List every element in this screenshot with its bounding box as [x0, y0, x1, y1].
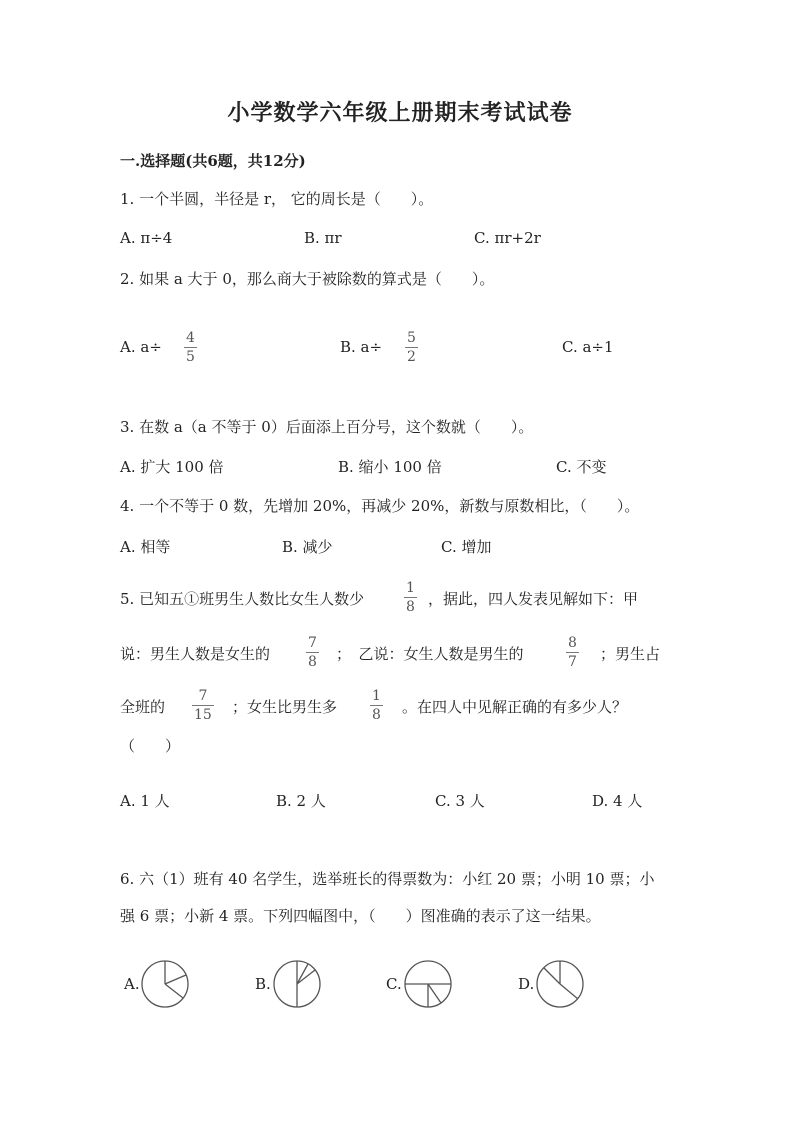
- pie-chart-option-a: [140, 959, 190, 1009]
- fraction-denominator: 2: [407, 349, 416, 365]
- q2-option-b-fraction: [405, 330, 418, 365]
- q5-fraction-1: [404, 580, 417, 615]
- fraction-numerator: 1: [372, 688, 381, 704]
- fraction-denominator: 7: [568, 654, 577, 670]
- question-5-line-1a: 5. 已知五①班男生人数比女生人数少: [120, 590, 365, 608]
- fraction-denominator: 5: [186, 349, 195, 365]
- question-2-text: 2. 如果 a 大于 0，那么商大于被除数的算式是（ ）。: [120, 270, 495, 288]
- question-5-line-4: （ ）: [120, 737, 181, 755]
- question-3-text: 3. 在数 a（a 不等于 0）后面添上百分号，这个数就（ ）。: [120, 418, 534, 436]
- fraction-bar: [370, 705, 383, 706]
- q5-fraction-2: [306, 635, 319, 670]
- q1-option-b: B. πr: [304, 229, 342, 247]
- q2-option-c: C. a÷1: [562, 338, 614, 356]
- pie-chart-option-c: [403, 959, 453, 1009]
- q5-option-d: D. 4 人: [592, 792, 643, 810]
- question-6-line-1: 6. 六（1）班有 40 名学生，选举班长的得票数为：小红 20 票；小明 10 票；小: [120, 870, 655, 888]
- question-5-line-2c: ；男生占: [600, 645, 661, 663]
- q5-option-a: A. 1 人: [120, 792, 170, 810]
- question-5-line-3b: ；女生比男生多: [232, 698, 338, 716]
- fraction-bar: [192, 705, 214, 706]
- q5-fraction-5: [370, 688, 383, 723]
- fraction-denominator: 8: [406, 599, 415, 615]
- fraction-numerator: 7: [308, 635, 317, 651]
- question-5-line-1b: ，据此，四人发表见解如下：甲: [428, 590, 639, 608]
- q6-option-c-label: C.: [386, 975, 402, 993]
- question-1-text: 1. 一个半圆，半径是 r， 它的周长是（ ）。: [120, 190, 434, 208]
- question-6-line-2: 强 6 票；小新 4 票。下列四幅图中，（ ）图准确的表示了这一结果。: [120, 907, 601, 925]
- fraction-denominator: 15: [194, 707, 212, 723]
- q5-fraction-4: [192, 688, 214, 723]
- fraction-numerator: 7: [198, 688, 208, 704]
- fraction-denominator: 8: [372, 707, 381, 723]
- q2-option-a-fraction: [184, 330, 197, 365]
- question-5-line-3a: 全班的: [120, 698, 166, 716]
- q1-option-a: A. π÷4: [120, 229, 173, 247]
- q3-option-b: B. 缩小 100 倍: [338, 458, 442, 476]
- pie-chart-option-d: [535, 959, 585, 1009]
- q6-option-b-label: B.: [255, 975, 271, 993]
- fraction-bar: [306, 652, 319, 653]
- q4-option-b: B. 减少: [282, 538, 333, 556]
- question-5-line-3c: 。在四人中见解正确的有多少人？: [402, 698, 628, 716]
- q2-option-b: B. a÷: [340, 338, 383, 356]
- section-heading: 一.选择题(共6题，共12分): [120, 152, 306, 170]
- fraction-numerator: 4: [186, 330, 195, 346]
- q3-option-c: C. 不变: [556, 458, 607, 476]
- q6-option-d-label: D.: [518, 975, 535, 993]
- question-4-text: 4. 一个不等于 0 数，先增加 20%，再减少 20%，新数与原数相比，（ ）。: [120, 497, 640, 515]
- question-5-line-2a: 说：男生人数是女生的: [120, 645, 271, 663]
- fraction-numerator: 5: [407, 330, 416, 346]
- fraction-bar: [405, 347, 418, 348]
- question-5-line-2b: ； 乙说：女生人数是男生的: [336, 645, 524, 663]
- page-title: 小学数学六年级上册期末考试试卷: [227, 100, 573, 126]
- q5-fraction-3: [566, 635, 579, 670]
- fraction-numerator: 8: [568, 635, 577, 651]
- q5-option-b: B. 2 人: [276, 792, 326, 810]
- q3-option-a: A. 扩大 100 倍: [120, 458, 224, 476]
- fraction-bar: [566, 652, 579, 653]
- q4-option-c: C. 增加: [441, 538, 492, 556]
- q5-option-c: C. 3 人: [435, 792, 485, 810]
- fraction-bar: [404, 597, 417, 598]
- q6-option-a-label: A.: [124, 975, 140, 993]
- pie-chart-option-b: [272, 959, 322, 1009]
- q1-option-c: C. πr+2r: [474, 229, 541, 247]
- fraction-denominator: 8: [308, 654, 317, 670]
- fraction-numerator: 1: [406, 580, 415, 596]
- q4-option-a: A. 相等: [120, 538, 171, 556]
- q2-option-a: A. a÷: [120, 338, 162, 356]
- fraction-bar: [184, 347, 197, 348]
